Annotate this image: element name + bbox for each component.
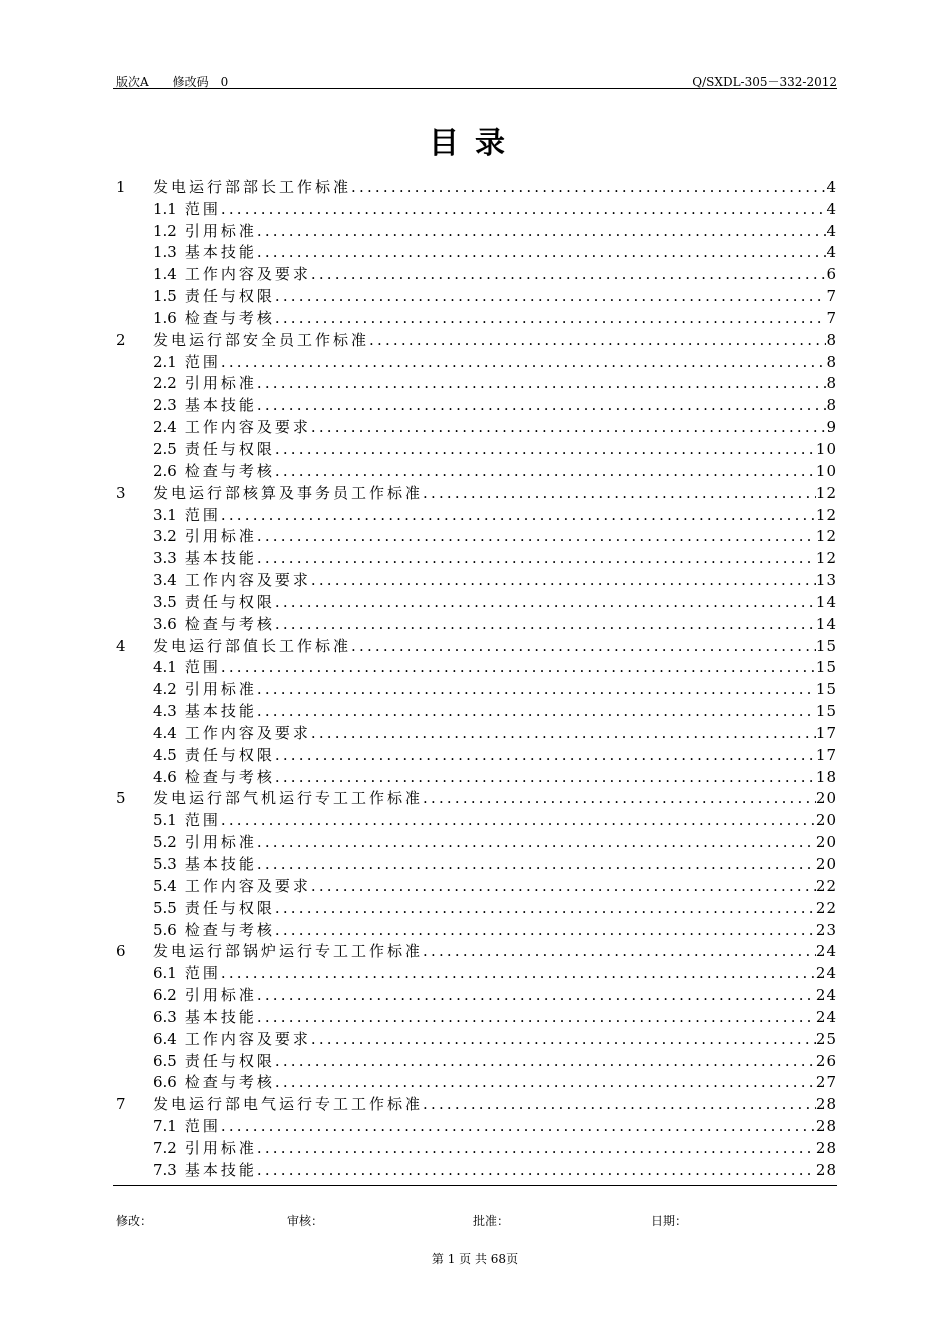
toc-entry-section[interactable]: [116, 241, 837, 263]
toc-dot-leader: [275, 440, 816, 459]
toc-entry-section[interactable]: [116, 743, 837, 765]
toc-entry-page: 14: [815, 614, 837, 633]
toc-entry-page: 22: [815, 876, 837, 895]
toc-entry-title: 发电运行部气机运行专工工作标准: [153, 789, 424, 808]
toc-entry-page: 20: [815, 811, 837, 830]
toc-entry-number: 5.5: [153, 898, 177, 917]
toc-entry-page: 15: [815, 702, 837, 721]
toc-entry-title: 责任与权限: [184, 287, 275, 306]
toc-entry-chapter[interactable]: [116, 175, 837, 197]
toc-entry-title: 检查与考核: [184, 614, 275, 633]
toc-entry-page: 7: [826, 308, 837, 327]
footer-date: 日期：: [651, 1214, 688, 1228]
toc-entry-title: 责任与权限: [184, 1051, 275, 1070]
toc-entry-number: 3.6: [153, 614, 177, 633]
table-of-contents: [116, 175, 837, 1180]
footer-rule: [113, 1185, 837, 1186]
toc-entry-number: 5.4: [153, 876, 177, 895]
toc-entry-section[interactable]: [116, 415, 837, 437]
toc-entry-section[interactable]: [116, 896, 837, 918]
toc-entry-number: 4.2: [153, 680, 177, 699]
toc-entry-section[interactable]: [116, 808, 837, 830]
toc-entry-title: 工作内容及要求: [184, 418, 311, 437]
toc-entry-title: 引用标准: [184, 374, 257, 393]
toc-entry-number: 5.1: [153, 811, 177, 830]
toc-entry-number: 7.1: [153, 1117, 177, 1136]
toc-entry-number: 3: [116, 483, 126, 502]
toc-entry-title: 检查与考核: [184, 461, 275, 480]
toc-entry-title: 范围: [184, 352, 221, 371]
toc-entry-page: 12: [815, 527, 837, 546]
toc-entry-number: 1.5: [153, 287, 177, 306]
toc-entry-page: 15: [815, 680, 837, 699]
toc-entry-section[interactable]: [116, 612, 837, 634]
toc-entry-title: 基本技能: [184, 396, 257, 415]
toc-dot-leader: [275, 746, 816, 765]
toc-entry-number: 2.6: [153, 461, 177, 480]
toc-entry-title: 基本技能: [184, 549, 257, 568]
footer-approve: 批准：: [473, 1214, 510, 1228]
toc-entry-page: 12: [815, 549, 837, 568]
toc-entry-page: 9: [826, 418, 837, 437]
toc-entry-chapter[interactable]: [116, 787, 837, 809]
toc-entry-title: 引用标准: [184, 833, 257, 852]
toc-entry-page: 8: [826, 330, 837, 349]
toc-entry-chapter[interactable]: [116, 328, 837, 350]
toc-dot-leader: [221, 964, 816, 983]
toc-dot-leader: [257, 243, 827, 262]
toc-dot-leader: [221, 200, 827, 219]
toc-entry-section[interactable]: [116, 721, 837, 743]
toc-dot-leader: [257, 222, 827, 241]
toc-entry-title: 发电运行部电气运行专工工作标准: [153, 1095, 424, 1114]
toc-entry-number: 6.4: [153, 1029, 177, 1048]
toc-dot-leader: [275, 615, 816, 634]
toc-entry-section[interactable]: [116, 437, 837, 459]
toc-entry-section[interactable]: [116, 961, 837, 983]
toc-entry-page: 8: [826, 374, 837, 393]
toc-entry-title: 范围: [184, 811, 221, 830]
toc-entry-page: 28: [815, 1138, 837, 1157]
toc-entry-number: 2.1: [153, 352, 177, 371]
toc-entry-number: 6.3: [153, 1007, 177, 1026]
toc-dot-leader: [275, 287, 827, 306]
toc-entry-section[interactable]: [116, 525, 837, 547]
footer-modify: 修改：: [116, 1214, 153, 1228]
toc-entry-page: 17: [815, 745, 837, 764]
toc-dot-leader: [311, 724, 816, 743]
toc-entry-page: 6: [826, 265, 837, 284]
toc-dot-leader: [257, 833, 816, 852]
toc-entry-title: 引用标准: [184, 680, 257, 699]
toc-entry-section[interactable]: [116, 983, 837, 1005]
toc-dot-leader: [423, 1095, 816, 1114]
toc-entry-title: 检查与考核: [184, 767, 275, 786]
toc-entry-number: 6.1: [153, 964, 177, 983]
toc-entry-title: 引用标准: [184, 527, 257, 546]
toc-entry-title: 责任与权限: [184, 439, 275, 458]
toc-entry-section[interactable]: [116, 1114, 837, 1136]
toc-dot-leader: [257, 396, 827, 415]
toc-entry-title: 范围: [184, 658, 221, 677]
toc-entry-section[interactable]: [116, 503, 837, 525]
toc-entry-section[interactable]: [116, 1158, 837, 1180]
toc-entry-section[interactable]: [116, 852, 837, 874]
toc-entry-number: 5.3: [153, 855, 177, 873]
toc-entry-number: 1.3: [153, 243, 177, 262]
toc-entry-title: 引用标准: [184, 986, 257, 1005]
toc-dot-leader: [275, 921, 816, 940]
toc-dot-leader: [257, 527, 816, 546]
toc-entry-title: 范围: [184, 199, 221, 218]
toc-entry-section[interactable]: [116, 284, 837, 306]
toc-entry-section[interactable]: [116, 830, 837, 852]
toc-dot-leader: [311, 265, 827, 284]
toc-entry-page: 10: [815, 439, 837, 458]
toc-entry-number: 5: [116, 789, 126, 808]
toc-entry-section[interactable]: [116, 1136, 837, 1158]
toc-dot-leader: [221, 811, 816, 830]
toc-entry-title: 工作内容及要求: [184, 571, 311, 590]
toc-entry-title: 责任与权限: [184, 898, 275, 917]
toc-entry-page: 4: [826, 221, 837, 240]
toc-entry-section[interactable]: [116, 1005, 837, 1027]
toc-entry-title: 发电运行部值长工作标准: [153, 636, 352, 655]
toc-entry-title: 发电运行部核算及事务员工作标准: [153, 483, 424, 502]
toc-entry-section[interactable]: [116, 459, 837, 481]
toc-entry-section[interactable]: [116, 874, 837, 896]
toc-entry-page: 23: [815, 920, 837, 939]
toc-entry-number: 6.5: [153, 1051, 177, 1070]
toc-entry-title: 范围: [184, 964, 221, 983]
toc-entry-title: 检查与考核: [184, 920, 275, 939]
toc-entry-page: 22: [815, 898, 837, 917]
toc-entry-number: 3.3: [153, 549, 177, 568]
toc-dot-leader: [423, 484, 816, 503]
toc-entry-page: 18: [815, 767, 837, 786]
toc-entry-section[interactable]: [116, 656, 837, 678]
toc-entry-page: 20: [815, 833, 837, 852]
toc-entry-title: 基本技能: [184, 1160, 257, 1179]
toc-entry-title: 责任与权限: [184, 745, 275, 764]
toc-entry-number: 1.1: [153, 199, 177, 218]
toc-dot-leader: [275, 1052, 816, 1071]
toc-entry-title: 基本技能: [184, 855, 257, 873]
toc-entry-page: 12: [815, 483, 837, 502]
toc-entry-number: 3.2: [153, 527, 177, 546]
toc-entry-title: 发电运行部部长工作标准: [153, 177, 352, 196]
toc-entry-section[interactable]: [116, 677, 837, 699]
toc-entry-number: 3.1: [153, 505, 177, 524]
toc-entry-page: 24: [815, 964, 837, 983]
toc-entry-page: 26: [815, 1051, 837, 1070]
toc-dot-leader: [221, 506, 816, 525]
toc-entry-number: 7.2: [153, 1138, 177, 1157]
toc-entry-number: 4: [116, 636, 126, 655]
toc-dot-leader: [351, 178, 826, 197]
page-number: 第 1 页 共 68页: [431, 1252, 519, 1266]
toc-entry-number: 4.1: [153, 658, 177, 677]
toc-dot-leader: [257, 702, 816, 721]
toc-entry-section[interactable]: [116, 219, 837, 241]
toc-entry-number: 1: [116, 177, 126, 196]
toc-entry-number: 3.4: [153, 571, 177, 590]
toc-dot-leader: [369, 331, 826, 350]
toc-entry-number: 1.4: [153, 265, 177, 284]
toc-dot-leader: [257, 549, 816, 568]
toc-entry-page: 27: [815, 1073, 837, 1092]
toc-entry-title: 引用标准: [184, 221, 257, 240]
toc-dot-leader: [257, 1139, 816, 1158]
toc-entry-section[interactable]: [116, 306, 837, 328]
toc-entry-page: 28: [815, 1095, 837, 1114]
toc-entry-page: 24: [815, 986, 837, 1005]
toc-entry-number: 7: [116, 1095, 126, 1114]
toc-entry-title: 责任与权限: [184, 592, 275, 611]
toc-entry-title: 发电运行部锅炉运行专工工作标准: [153, 942, 424, 961]
toc-entry-chapter[interactable]: [116, 481, 837, 503]
toc-entry-title: 范围: [184, 505, 221, 524]
toc-entry-section[interactable]: [116, 546, 837, 568]
toc-entry-number: 3.5: [153, 592, 177, 611]
toc-entry-page: 4: [826, 177, 837, 196]
toc-entry-chapter[interactable]: [116, 1092, 837, 1114]
toc-entry-page: 7: [826, 287, 837, 306]
header-rule: [113, 88, 837, 89]
toc-entry-page: 15: [815, 658, 837, 677]
toc-entry-chapter[interactable]: [116, 940, 837, 962]
toc-dot-leader: [275, 1073, 816, 1092]
toc-dot-leader: [257, 680, 816, 699]
toc-entry-number: 2.4: [153, 418, 177, 437]
toc-entry-page: 4: [826, 199, 837, 218]
toc-entry-number: 5.2: [153, 833, 177, 852]
toc-entry-number: 2.5: [153, 439, 177, 458]
toc-entry-number: 5.6: [153, 920, 177, 939]
toc-dot-leader: [257, 986, 816, 1005]
toc-entry-number: 2.3: [153, 396, 177, 415]
toc-entry-number: 1.6: [153, 308, 177, 327]
toc-dot-leader: [221, 1117, 816, 1136]
toc-entry-page: 20: [815, 789, 837, 808]
toc-entry-number: 2: [116, 330, 126, 349]
toc-entry-number: 6: [116, 942, 126, 961]
toc-dot-leader: [275, 899, 816, 918]
toc-entry-number: 2.2: [153, 374, 177, 393]
toc-entry-title: 检查与考核: [184, 308, 275, 327]
toc-entry-section[interactable]: [116, 590, 837, 612]
toc-entry-section[interactable]: [116, 918, 837, 940]
page-title: 目录: [429, 126, 521, 161]
toc-dot-leader: [351, 637, 816, 656]
toc-entry-title: 工作内容及要求: [184, 876, 311, 895]
header-version: 版次A 修改码 0: [116, 75, 229, 89]
toc-dot-leader: [423, 789, 816, 808]
toc-entry-page: 8: [826, 352, 837, 371]
toc-entry-section[interactable]: [116, 372, 837, 394]
toc-entry-page: 20: [815, 855, 837, 873]
footer-review: 审核：: [287, 1214, 324, 1228]
toc-dot-leader: [275, 462, 816, 481]
toc-entry-number: 4.4: [153, 723, 177, 742]
toc-dot-leader: [221, 353, 827, 372]
toc-entry-page: 13: [815, 571, 837, 590]
toc-entry-page: 24: [815, 942, 837, 961]
toc-entry-title: 基本技能: [184, 243, 257, 262]
toc-entry-page: 17: [815, 723, 837, 742]
toc-dot-leader: [311, 877, 816, 896]
toc-entry-section[interactable]: [116, 350, 837, 372]
toc-entry-number: 6.2: [153, 986, 177, 1005]
toc-entry-section[interactable]: [116, 393, 837, 415]
toc-entry-title: 基本技能: [184, 702, 257, 721]
toc-entry-page: 4: [826, 243, 837, 262]
toc-dot-leader: [257, 855, 816, 874]
toc-entry-title: 引用标准: [184, 1138, 257, 1157]
toc-dot-leader: [257, 1161, 816, 1180]
toc-entry-section[interactable]: [116, 568, 837, 590]
toc-entry-page: 24: [815, 1007, 837, 1026]
toc-entry-title: 工作内容及要求: [184, 723, 311, 742]
toc-entry-number: 7.3: [153, 1160, 177, 1179]
toc-dot-leader: [311, 1030, 816, 1049]
toc-entry-section[interactable]: [116, 1071, 837, 1093]
toc-entry-section[interactable]: [116, 699, 837, 721]
toc-entry-title: 基本技能: [184, 1007, 257, 1026]
toc-entry-title: 工作内容及要求: [184, 265, 311, 284]
toc-dot-leader: [311, 418, 827, 437]
toc-entry-section[interactable]: [116, 1049, 837, 1071]
toc-entry-number: 4.3: [153, 702, 177, 721]
toc-entry-number: 1.2: [153, 221, 177, 240]
toc-entry-section[interactable]: [116, 765, 837, 787]
toc-entry-section[interactable]: [116, 262, 837, 284]
toc-entry-number: 4.6: [153, 767, 177, 786]
toc-entry-section[interactable]: [116, 197, 837, 219]
toc-dot-leader: [275, 309, 827, 328]
toc-dot-leader: [423, 942, 816, 961]
toc-entry-title: 发电运行部安全员工作标准: [153, 330, 370, 349]
toc-entry-section[interactable]: [116, 1027, 837, 1049]
toc-dot-leader: [311, 571, 816, 590]
toc-entry-number: 4.5: [153, 745, 177, 764]
toc-dot-leader: [257, 374, 827, 393]
toc-entry-page: 28: [815, 1117, 837, 1136]
toc-entry-page: 15: [815, 636, 837, 655]
toc-dot-leader: [275, 768, 816, 787]
header-doc-code: Q/SXDL-305－332-2012: [692, 75, 837, 89]
toc-entry-title: 工作内容及要求: [184, 1029, 311, 1048]
toc-dot-leader: [257, 1008, 816, 1027]
toc-entry-page: 12: [815, 505, 837, 524]
toc-entry-page: 28: [815, 1160, 837, 1179]
toc-entry-page: 10: [815, 461, 837, 480]
toc-entry-title: 范围: [184, 1117, 221, 1136]
toc-entry-number: 6.6: [153, 1073, 177, 1092]
toc-entry-chapter[interactable]: [116, 634, 837, 656]
toc-entry-page: 25: [815, 1029, 837, 1048]
toc-entry-title: 检查与考核: [184, 1073, 275, 1092]
toc-dot-leader: [221, 658, 816, 677]
toc-entry-page: 14: [815, 592, 837, 611]
toc-entry-page: 8: [826, 396, 837, 415]
toc-dot-leader: [275, 593, 816, 612]
